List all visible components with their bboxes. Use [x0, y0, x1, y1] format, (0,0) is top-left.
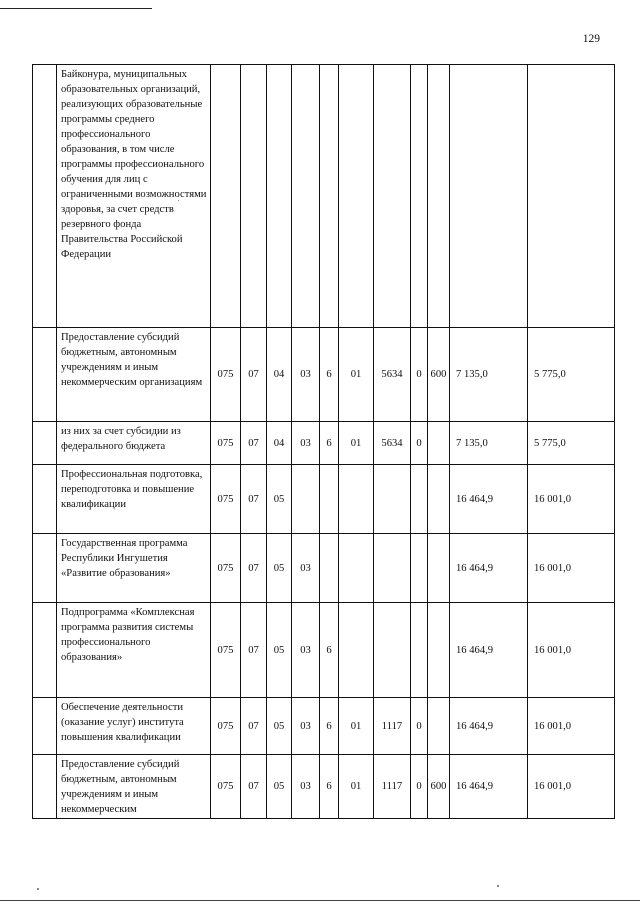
amount-year-1: 16 464,9 — [450, 534, 528, 603]
code-podrazdel: 05 — [267, 755, 292, 819]
code-program: 03 — [292, 698, 320, 755]
code-subprogram — [320, 534, 339, 603]
code-podrazdel: 04 — [267, 328, 292, 422]
bottom-rule — [0, 900, 640, 901]
table-row — [33, 328, 615, 422]
code-program — [292, 65, 320, 328]
code-extra: 0 — [411, 755, 428, 819]
code-podrazdel — [267, 65, 292, 328]
table-body — [33, 65, 615, 819]
amount-year-1: 7 135,0 — [450, 328, 528, 422]
row-name: Предоставление субсидий бюджетным, автономным учреждениям и иным некоммерческим — [57, 755, 211, 819]
row-name: Обеспечение деятельности (оказание услуг) институтa повышения квалификации — [57, 698, 211, 755]
code-ved: 075 — [211, 603, 241, 698]
code-direction: 5634 — [374, 422, 411, 465]
amount-year-2: 5 775,0 — [528, 422, 615, 465]
row-number-cell — [33, 755, 57, 819]
code-razdel — [241, 65, 267, 328]
code-razdel: 07 — [241, 422, 267, 465]
code-ved: 075 — [211, 465, 241, 534]
code-extra: 0 — [411, 422, 428, 465]
code-event — [339, 465, 374, 534]
row-number-cell — [33, 534, 57, 603]
top-rule — [0, 8, 152, 9]
code-subprogram: 6 — [320, 603, 339, 698]
code-razdel: 07 — [241, 698, 267, 755]
amount-year-2: 16 001,0 — [528, 755, 615, 819]
code-subprogram: 6 — [320, 422, 339, 465]
scan-speck — [37, 888, 39, 890]
code-event: 01 — [339, 422, 374, 465]
code-expense-type — [428, 422, 450, 465]
amount-year-2 — [528, 65, 615, 328]
code-event: 01 — [339, 698, 374, 755]
code-expense-type: 600 — [428, 755, 450, 819]
amount-year-2: 16 001,0 — [528, 603, 615, 698]
code-event — [339, 603, 374, 698]
code-event — [339, 65, 374, 328]
code-expense-type — [428, 65, 450, 328]
row-number-cell — [33, 465, 57, 534]
code-direction: 5634 — [374, 328, 411, 422]
code-expense-type: 600 — [428, 328, 450, 422]
code-extra: 0 — [411, 698, 428, 755]
scan-speck — [497, 885, 499, 887]
row-number-cell — [33, 422, 57, 465]
row-name: Подпрограмма «Комплексная программа развития системы профессионального образования» — [57, 603, 211, 698]
code-ved: 075 — [211, 422, 241, 465]
amount-year-1: 16 464,9 — [450, 603, 528, 698]
code-program — [292, 465, 320, 534]
amount-year-2: 16 001,0 — [528, 534, 615, 603]
code-event — [339, 534, 374, 603]
code-podrazdel: 05 — [267, 534, 292, 603]
amount-year-1: 16 464,9 — [450, 698, 528, 755]
row-name: Профессиональная подготовка, переподготовка и повышение квалификации — [57, 465, 211, 534]
code-subprogram: 6 — [320, 698, 339, 755]
row-number-cell — [33, 328, 57, 422]
code-subprogram: 6 — [320, 755, 339, 819]
table-row — [33, 65, 615, 328]
amount-year-2: 16 001,0 — [528, 465, 615, 534]
code-expense-type — [428, 534, 450, 603]
code-program: 03 — [292, 603, 320, 698]
table-row — [33, 465, 615, 534]
code-subprogram — [320, 465, 339, 534]
code-direction — [374, 465, 411, 534]
code-ved: 075 — [211, 328, 241, 422]
row-name: из них за счет субсидии из федерального бюджета — [57, 422, 211, 465]
code-subprogram: 6 — [320, 328, 339, 422]
code-program: 03 — [292, 755, 320, 819]
code-direction — [374, 603, 411, 698]
amount-year-2: 5 775,0 — [528, 328, 615, 422]
code-podrazdel: 05 — [267, 603, 292, 698]
table-row — [33, 534, 615, 603]
row-number-cell — [33, 603, 57, 698]
code-razdel: 07 — [241, 328, 267, 422]
code-podrazdel: 05 — [267, 465, 292, 534]
code-direction — [374, 65, 411, 328]
code-ved: 075 — [211, 698, 241, 755]
code-razdel: 07 — [241, 534, 267, 603]
code-program: 03 — [292, 422, 320, 465]
code-event: 01 — [339, 755, 374, 819]
row-name: Предоставление субсидий бюджетным, автономным учреждениям и иным некоммерческим организациям — [57, 328, 211, 422]
code-event: 01 — [339, 328, 374, 422]
page-number: 129 — [582, 33, 600, 45]
amount-year-1 — [450, 65, 528, 328]
row-name: Байконура, муниципальных образовательных организаций, реализующих образовательные программы среднего профессионального образования, в том числе программы профессионального обучения для лиц с ограниченными возможностями здоровья, за счет средств резервного фонда Правительства Российской Федерации — [57, 65, 211, 328]
code-direction: 1117 — [374, 755, 411, 819]
amount-year-1: 16 464,9 — [450, 465, 528, 534]
code-direction — [374, 534, 411, 603]
code-ved: 075 — [211, 755, 241, 819]
code-ved — [211, 65, 241, 328]
code-extra — [411, 603, 428, 698]
code-expense-type — [428, 603, 450, 698]
row-number-cell — [33, 698, 57, 755]
table-row — [33, 422, 615, 465]
code-razdel: 07 — [241, 603, 267, 698]
code-ved: 075 — [211, 534, 241, 603]
table-row — [33, 698, 615, 755]
row-name: Государственная программа Республики Ингушетия «Развитие образования» — [57, 534, 211, 603]
table-row — [33, 755, 615, 819]
code-extra — [411, 534, 428, 603]
amount-year-2: 16 001,0 — [528, 698, 615, 755]
code-razdel: 07 — [241, 465, 267, 534]
code-extra — [411, 465, 428, 534]
code-subprogram — [320, 65, 339, 328]
amount-year-1: 16 464,9 — [450, 755, 528, 819]
amount-year-1: 7 135,0 — [450, 422, 528, 465]
budget-table — [32, 64, 615, 819]
code-direction: 1117 — [374, 698, 411, 755]
code-extra: 0 — [411, 328, 428, 422]
table-row — [33, 603, 615, 698]
code-program: 03 — [292, 328, 320, 422]
code-podrazdel: 04 — [267, 422, 292, 465]
code-expense-type — [428, 465, 450, 534]
scan-speck — [178, 200, 179, 201]
code-expense-type — [428, 698, 450, 755]
row-number-cell — [33, 65, 57, 328]
code-program: 03 — [292, 534, 320, 603]
code-extra — [411, 65, 428, 328]
code-podrazdel: 05 — [267, 698, 292, 755]
code-razdel: 07 — [241, 755, 267, 819]
